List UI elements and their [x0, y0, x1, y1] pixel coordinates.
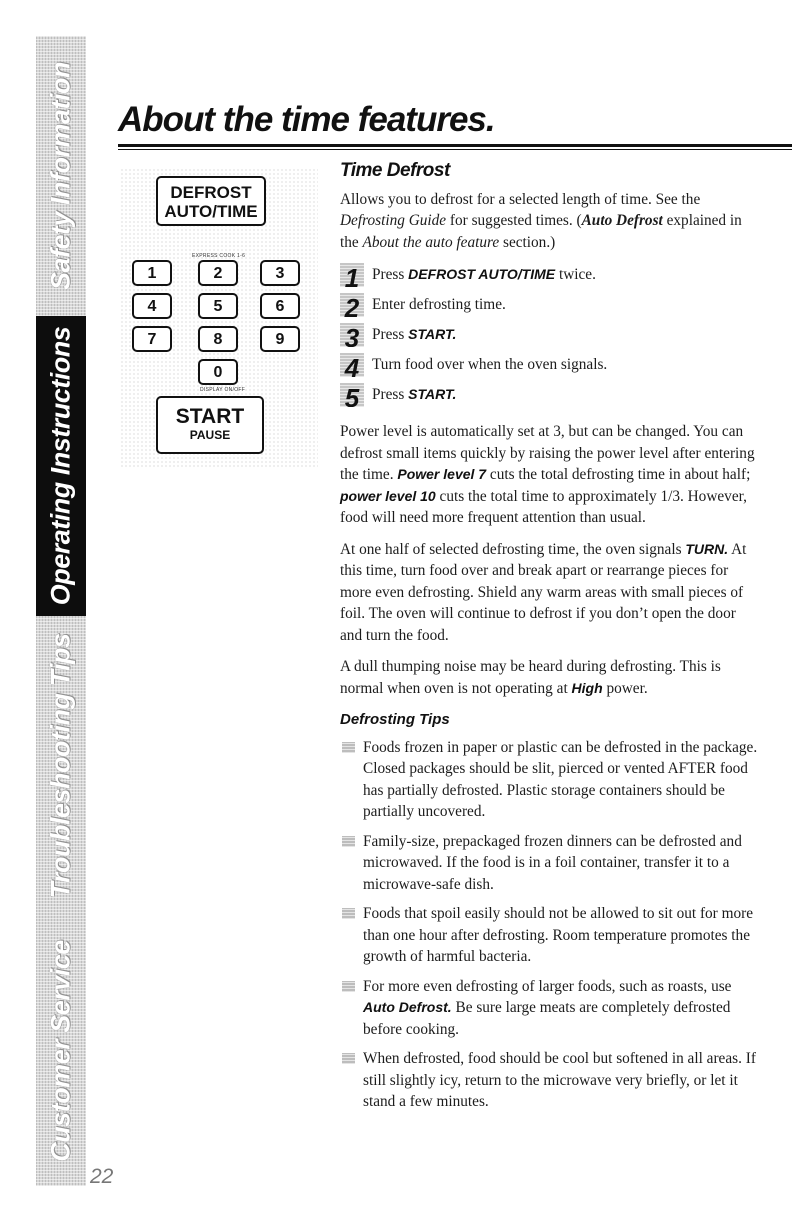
- turn-signal-paragraph: At one half of selected defrosting time, the oven signals TURN. At this time, turn food over and break apart or rearrange pieces for more even defrosting. Shield any warm areas with small pieces of foil. The oven will continue to defrost if you don’t open the door and turn the food.: [340, 540, 747, 644]
- tab-label: Troubleshooting Tips: [45, 633, 76, 899]
- section-tab-strip: [36, 36, 86, 1186]
- keypad-illustration: [120, 168, 318, 468]
- time-defrost-heading: Time Defrost: [340, 160, 450, 181]
- noise-paragraph: A dull thumping noise may be heard during defrosting. This is normal when oven is not operating at High power.: [340, 658, 721, 697]
- step-number-badge: 5: [340, 383, 364, 407]
- tab-troubleshooting-tips[interactable]: [36, 616, 86, 916]
- step-item: 1 Press DEFROST AUTO/TIME twice.: [340, 263, 760, 293]
- step-list: [340, 263, 760, 413]
- tab-label: Safety Information: [45, 61, 76, 291]
- main-content: [340, 160, 760, 1121]
- step-item: 4 Turn food over when the oven signals.: [340, 353, 760, 383]
- key-label: DEFROST: [170, 183, 252, 202]
- tab-label: Customer Service: [45, 940, 76, 1162]
- number-key-4: 4: [132, 293, 172, 319]
- tips-list: [340, 737, 760, 1113]
- tab-customer-service[interactable]: [36, 916, 86, 1186]
- list-item: When defrosted, food should be cool but softened in all areas. If still slightly icy, return to the microwave very briefly, or let it stand a few minutes.: [340, 1048, 760, 1113]
- start-pause-key: [156, 396, 264, 454]
- bullet-icon: [342, 742, 355, 753]
- number-key-2: 2: [198, 260, 238, 286]
- express-cook-label: EXPRESS COOK 1-6: [192, 253, 246, 259]
- page-title: About the time features.: [118, 100, 495, 139]
- title-rule: [118, 144, 792, 147]
- bullet-icon: [342, 1053, 355, 1064]
- number-key-9: 9: [260, 326, 300, 352]
- tab-safety-information[interactable]: [36, 36, 86, 316]
- step-number-badge: 1: [340, 263, 364, 287]
- step-item: 3 Press START.: [340, 323, 760, 353]
- number-key-8: 8: [198, 326, 238, 352]
- list-item: Foods frozen in paper or plastic can be defrosted in the package. Closed packages should be slit, pierced or vented AFTER food has partially defrosted. Plastic storage containers should be partially uncovered.: [340, 737, 760, 823]
- key-label: START: [175, 405, 245, 428]
- step-number-badge: 4: [340, 353, 364, 377]
- number-key-6: 6: [260, 293, 300, 319]
- defrost-auto-time-key: [156, 176, 266, 226]
- list-item: Foods that spoil easily should not be allowed to sit out for more than one hour after defrosting. Room temperature promotes the growth of harmful bacteria.: [340, 903, 760, 968]
- bullet-icon: [342, 908, 355, 919]
- defrosting-tips-heading: Defrosting Tips: [340, 711, 450, 728]
- list-item: For more even defrosting of larger foods, such as roasts, use Auto Defrost. Be sure large meats are completely defrosted before cooking.: [340, 976, 760, 1041]
- title-rule-thin: [118, 149, 792, 150]
- bullet-icon: [342, 836, 355, 847]
- list-item: Family-size, prepackaged frozen dinners can be defrosted and microwaved. If the food is in a foil container, transfer it to a microwave-safe dish.: [340, 831, 760, 896]
- step-item: 5 Press START.: [340, 383, 760, 413]
- key-sublabel: PAUSE: [189, 428, 231, 442]
- number-key-0: 0: [198, 359, 238, 385]
- step-item: 2 Enter defrosting time.: [340, 293, 760, 323]
- number-key-5: 5: [198, 293, 238, 319]
- step-number-badge: 3: [340, 323, 364, 347]
- display-on-off-label: DISPLAY ON/OFF: [200, 387, 246, 393]
- step-number-badge: 2: [340, 293, 364, 317]
- page-number: 22: [90, 1165, 114, 1188]
- number-key-1: 1: [132, 260, 172, 286]
- tab-label: Operating Instructions: [45, 326, 76, 606]
- intro-paragraph: Allows you to defrost for a selected length of time. See the Defrosting Guide for suggested times. (Auto Defrost explained in the About the auto feature section.): [340, 190, 742, 251]
- key-label: AUTO/TIME: [164, 202, 258, 221]
- tab-operating-instructions[interactable]: [36, 316, 86, 616]
- number-key-7: 7: [132, 326, 172, 352]
- power-level-paragraph: Power level is automatically set at 3, but can be changed. You can defrost small items quickly by raising the power level after entering the time. Power level 7 cuts the total defrosting time in about half; power level 10 cuts the total time to approximately 1/3. However, food will need more frequent attention than usual.: [340, 423, 755, 526]
- number-key-3: 3: [260, 260, 300, 286]
- bullet-icon: [342, 981, 355, 992]
